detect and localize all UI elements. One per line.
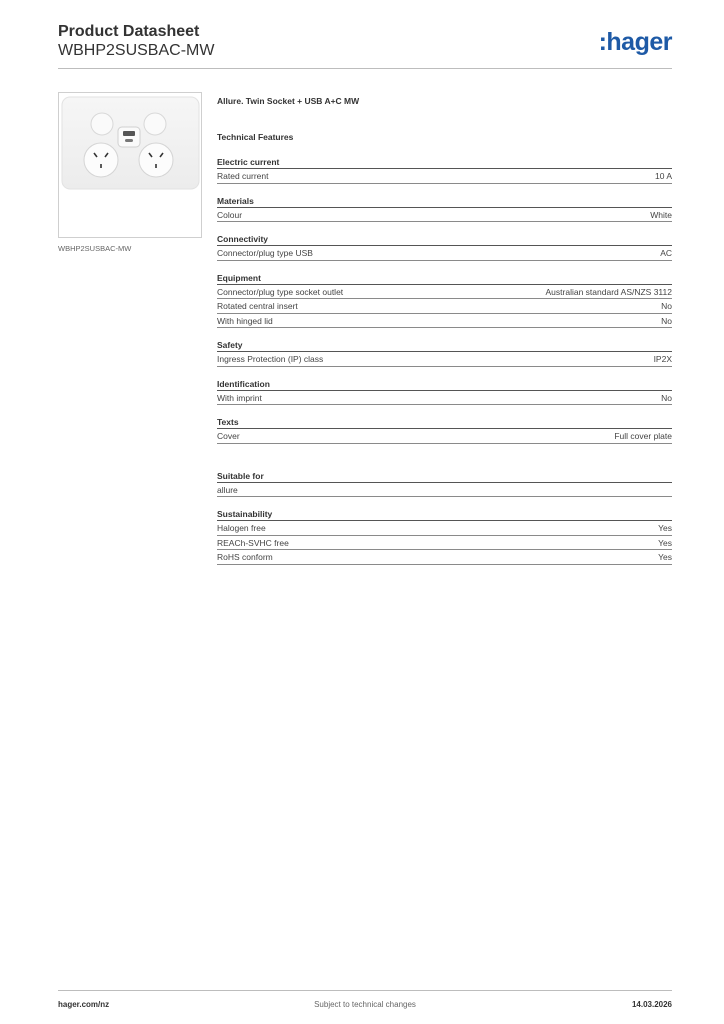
- feature-value: Yes: [658, 552, 672, 563]
- feature-label: With hinged lid: [217, 315, 273, 326]
- technical-content: [217, 96, 672, 565]
- feature-label: RoHS conform: [217, 552, 273, 563]
- feature-row: [217, 391, 672, 406]
- feature-row: [217, 285, 672, 300]
- group-title: Electric current: [217, 157, 672, 169]
- footer-notice: Subject to technical changes: [314, 1000, 416, 1009]
- product-name: Allure. Twin Socket + USB A+C MW: [217, 96, 360, 106]
- feature-row: [217, 208, 672, 223]
- feature-value: No: [661, 301, 672, 312]
- feature-value: Yes: [658, 537, 672, 548]
- feature-row: [217, 429, 672, 444]
- group-title: Suitable for: [217, 471, 672, 483]
- feature-row: [217, 521, 672, 536]
- feature-value: AC: [660, 248, 672, 259]
- feature-label: REACh-SVHC free: [217, 537, 289, 548]
- group-title: Materials: [217, 196, 672, 208]
- logo-dots-icon: :: [598, 28, 607, 56]
- group-title: Texts: [217, 417, 672, 429]
- feature-row: [217, 352, 672, 367]
- feature-label: Connector/plug type USB: [217, 248, 313, 259]
- group-title: Sustainability: [217, 509, 672, 521]
- feature-label: Ingress Protection (IP) class: [217, 354, 324, 365]
- feature-label: With imprint: [217, 392, 262, 403]
- feature-value: Yes: [658, 523, 672, 534]
- feature-row: [217, 550, 672, 565]
- group-title: Equipment: [217, 273, 672, 285]
- feature-label: allure: [217, 484, 238, 495]
- product-caption: WBHP2SUSBAC-MW: [58, 244, 132, 253]
- feature-row: [217, 246, 672, 261]
- feature-label: Colour: [217, 209, 243, 220]
- feature-label: Connector/plug type socket outlet: [217, 286, 344, 297]
- feature-label: Halogen free: [217, 523, 266, 534]
- group-title: Connectivity: [217, 234, 672, 246]
- document-title: Product Datasheet: [58, 23, 200, 40]
- page-header: [58, 22, 672, 69]
- feature-value: No: [661, 392, 672, 403]
- feature-row: [217, 314, 672, 329]
- logo-text: hager: [606, 28, 672, 56]
- feature-row: [217, 483, 672, 498]
- document-subtitle: WBHP2SUSBAC-MW: [58, 42, 215, 59]
- product-image-frame: [58, 92, 202, 238]
- feature-value: Full cover plate: [614, 431, 672, 442]
- technical-features-title: Technical Features: [217, 132, 294, 142]
- feature-groups: [217, 157, 672, 565]
- feature-value: White: [650, 209, 672, 220]
- group-title: Safety: [217, 340, 672, 352]
- feature-row: [217, 299, 672, 314]
- group-title: Identification: [217, 379, 672, 391]
- feature-label: Rated current: [217, 171, 269, 182]
- feature-value: IP2X: [653, 354, 672, 365]
- footer-website-link[interactable]: hager.com/nz: [58, 1000, 110, 1009]
- feature-value: No: [661, 315, 672, 326]
- feature-value: Australian standard AS/NZS 3112: [545, 286, 672, 297]
- feature-value: 10 A: [654, 171, 672, 182]
- footer-date: 14.03.2026: [631, 1000, 672, 1009]
- feature-label: Cover: [217, 431, 240, 442]
- feature-row: [217, 169, 672, 184]
- hager-logo: [599, 28, 672, 56]
- twin-socket-usb-photo-icon: [59, 93, 203, 239]
- feature-row: [217, 536, 672, 551]
- page-footer: [58, 990, 672, 1014]
- feature-label: Rotated central insert: [217, 301, 298, 312]
